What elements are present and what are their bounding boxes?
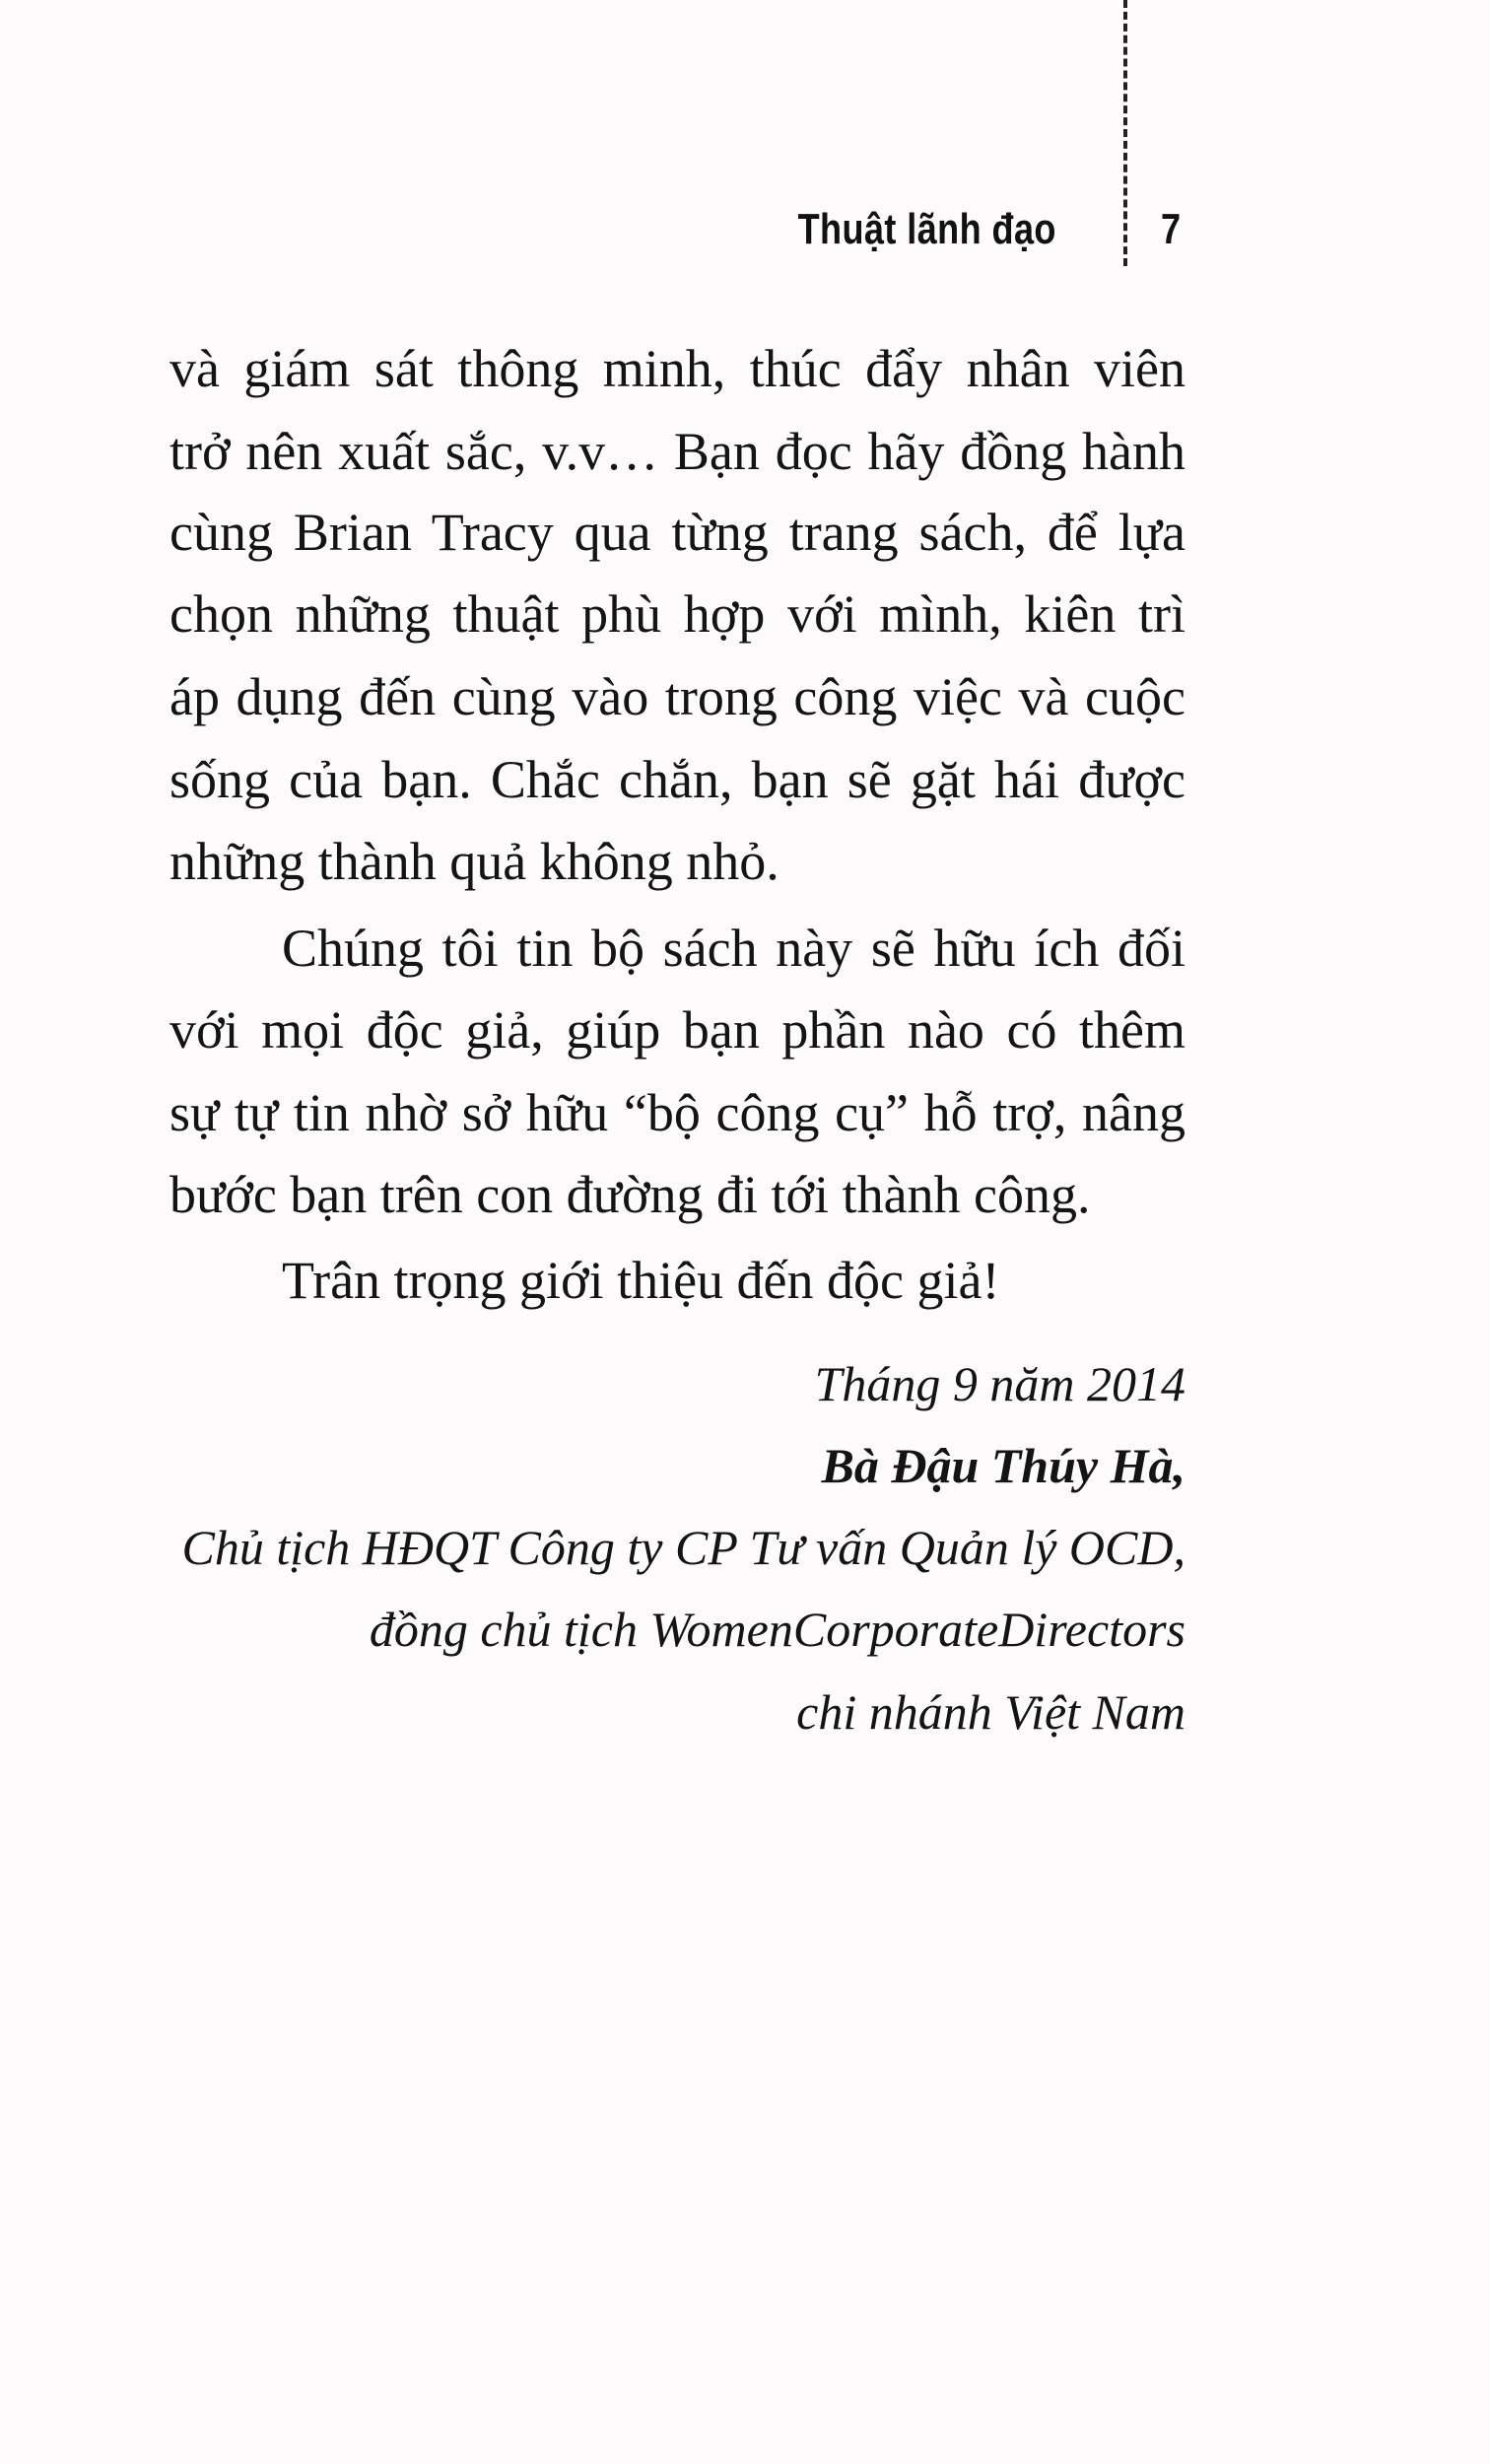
text-line: sống của bạn. Chắc chắn, bạn sẽ gặt hái được [169, 750, 1185, 809]
signature-role: Chủ tịch HĐQT Công ty CP Tư vấn Quản lý OCD, [181, 1520, 1185, 1575]
signature-role: chi nhánh Việt Nam [796, 1684, 1185, 1740]
text-line: những thành quả không nhỏ. [169, 832, 779, 891]
closing-line: Trân trọng giới thiệu đến độc giả! [282, 1251, 1000, 1310]
text-line: áp dụng đến cùng vào trong công việc và cuộc [169, 667, 1185, 726]
text-line: trở nên xuất sắc, v.v… Bạn đọc hãy đồng hành [169, 422, 1185, 481]
text-line: bước bạn trên con đường đi tới thành công. [169, 1165, 1091, 1224]
text-line: với mọi độc giả, giúp bạn phần nào có thêm [169, 1000, 1185, 1060]
text-line: cùng Brian Tracy qua từng trang sách, để lựa [169, 503, 1185, 562]
signature-date: Tháng 9 năm 2014 [814, 1356, 1185, 1411]
signature-name: Bà Đậu Thúy Hà, [821, 1438, 1185, 1493]
text-line: Chúng tôi tin bộ sách này sẽ hữu ích đối [282, 919, 1185, 978]
running-header-title: Thuật lãnh đạo [797, 205, 1056, 253]
text-line: sự tự tin nhờ sở hữu “bộ công cụ” hỗ trợ, nâng [169, 1083, 1185, 1142]
header-divider [1123, 0, 1127, 266]
text-line: và giám sát thông minh, thúc đẩy nhân viên [169, 339, 1185, 398]
page-number: 7 [1161, 205, 1182, 253]
signature-role: đồng chủ tịch WomenCorporateDirectors [369, 1602, 1185, 1657]
text-line: chọn những thuật phù hợp với mình, kiên trì [169, 584, 1185, 644]
